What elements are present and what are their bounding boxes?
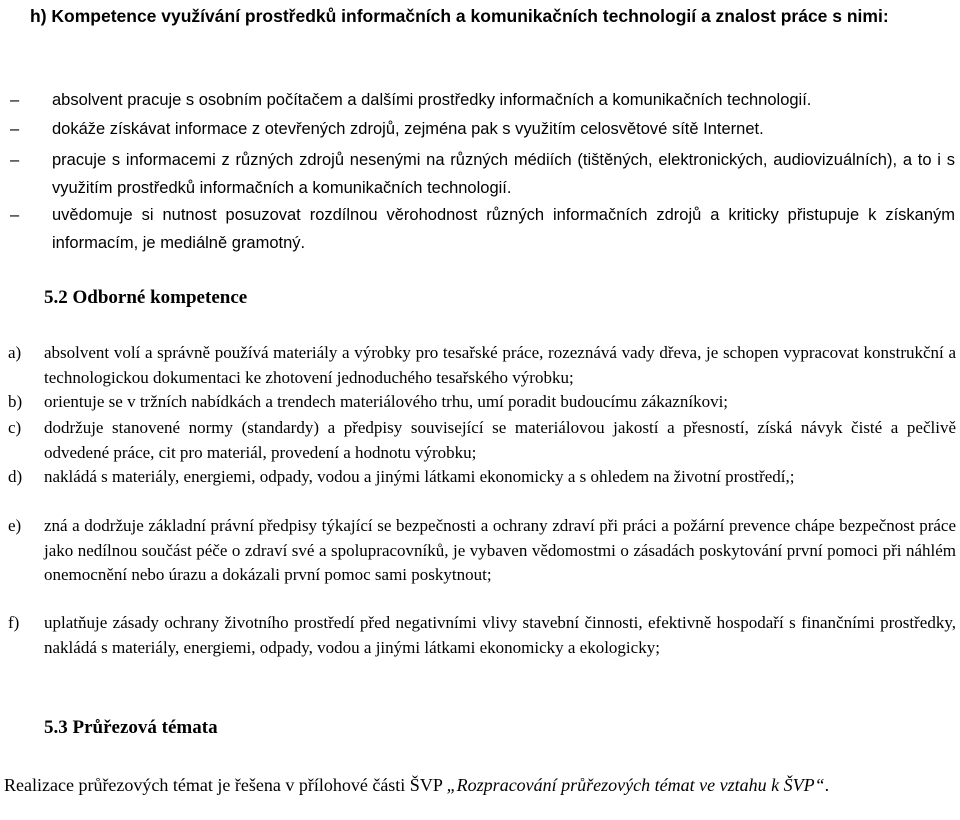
- item-text: zná a dodržuje základní právní předpisy týkající se bezpečnosti a ochrany zdraví při práci a požární prevence chápe bezpečnost práce jako nedílnou součást péče o zdraví své a spolupracovníků, je vybaven vědomostmi o zásadách poskytování první pomoci při náhlém onemocnění nebo úrazu a dokázali první pomoc sami poskytnout;: [44, 516, 956, 584]
- dash-bullet: –: [10, 151, 20, 169]
- item-marker: f): [8, 613, 20, 632]
- item-text: uplatňuje zásady ochrany životního prostředí před negativními vlivy stavební činnosti, efektivně hospodaří s finančními prostředky, nakládá s materiály, energiemi, odpady, vodou a jinými látkami ekonomicky a ekologicky;: [44, 613, 956, 657]
- list-item: [10, 86, 955, 114]
- document-reference: „Rozpracování průřezových témat ve vztahu k ŠVP“: [446, 775, 825, 795]
- list-item: [10, 146, 955, 202]
- list-item-text: pracuje s informacemi z různých zdrojů nesenými na různých médiích (tištěných, elektronických, audiovizuálních), a to i s využitím prostředků informačních a komunikačních technologií.: [52, 151, 955, 197]
- competence-item: [8, 416, 956, 465]
- competence-item: [8, 611, 956, 660]
- paragraph-text: Realizace průřezových témat je řešena v přílohové části ŠVP: [4, 775, 447, 795]
- list-item-text: absolvent pracuje s osobním počítačem a dalšími prostředky informačních a komunikačních technologií.: [52, 91, 812, 109]
- list-item-text: uvědomuje si nutnost posuzovat rozdílnou věrohodnost různých informačních zdrojů a kriticky přistupuje k získaným informacím, je mediálně gramotný.: [52, 206, 955, 252]
- item-text: dodržuje stanovené normy (standardy) a předpisy související se materiálovou jakostí a přesností, získá návyk čisté a pečlivě odvedené práce, cit pro materiál, provedení a hodnotu výrobku;: [44, 418, 956, 462]
- paragraph-end: .: [824, 775, 830, 795]
- item-marker: c): [8, 418, 22, 437]
- item-marker: a): [8, 343, 22, 362]
- competence-item: [8, 390, 956, 415]
- list-item: [10, 201, 955, 257]
- section-5-3-title: 5.3 Průřezová témata: [44, 717, 218, 738]
- competence-item: [8, 514, 956, 588]
- dash-bullet: –: [10, 91, 20, 109]
- list-item-text: dokáže získávat informace z otevřených zdrojů, zejména pak s využitím celosvětové sítě Internet.: [52, 120, 764, 138]
- item-text: absolvent volí a správně používá materiály a výrobky pro tesařské práce, rozeznává vady dřeva, je schopen vypracovat konstrukční a technologickou dokumentaci ke zhotovení jednoduchého tesařského výrobku;: [44, 343, 956, 387]
- dash-bullet: –: [10, 120, 20, 138]
- item-marker: b): [8, 392, 23, 411]
- item-text: nakládá s materiály, energiemi, odpady, vodou a jinými látkami ekonomicky a s ohledem na životní prostředí,;: [44, 467, 795, 486]
- item-text: orientuje se v tržních nabídkách a trendech materiálového trhu, umí poradit budoucímu zákazníkovi;: [44, 392, 729, 411]
- item-marker: d): [8, 467, 23, 486]
- list-item: [10, 115, 955, 143]
- cross-curricular-paragraph: [4, 771, 956, 799]
- dash-bullet: –: [10, 206, 20, 224]
- section-5-2-title: 5.2 Odborné kompetence: [44, 287, 248, 308]
- section-h-heading: h) Kompetence využívání prostředků informačních a komunikačních technologií a znalost práce s nimi:: [30, 6, 889, 26]
- competence-item: [8, 341, 956, 390]
- item-marker: e): [8, 516, 22, 535]
- competence-item: [8, 465, 956, 490]
